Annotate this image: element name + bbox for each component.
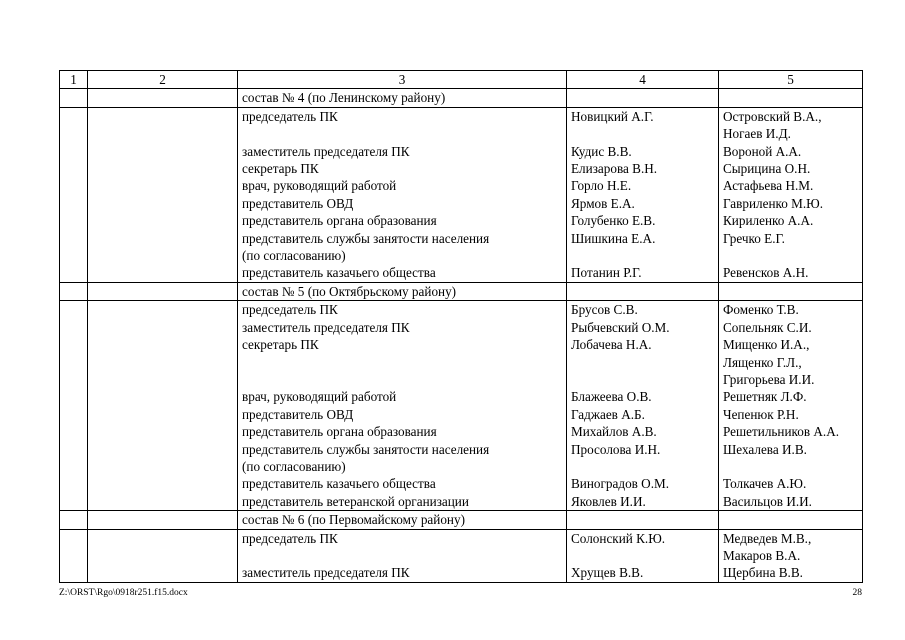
member-role: представитель службы занятости населения [238,441,567,458]
section-title: состав № 4 (по Ленинскому району) [238,89,567,107]
member-row [60,160,863,177]
member-main-name: Рыбчевский О.М. [567,319,719,336]
member-role: представитель казачьего общества [238,475,567,492]
member-row [60,441,863,458]
member-role [238,371,567,388]
member-row [60,354,863,371]
empty-cell [88,406,238,423]
member-main-name: Виноградов О.М. [567,475,719,492]
member-row [60,319,863,336]
member-row [60,336,863,353]
member-reserve-name: Гавриленко М.Ю. [719,195,863,212]
empty-cell [88,247,238,264]
document-file-path: Z:\ORST\Rgo\0918r251.f15.docx [59,588,188,598]
member-role: представитель ОВД [238,195,567,212]
member-row [60,388,863,405]
member-reserve-name: Решетняк Л.Ф. [719,388,863,405]
empty-cell [60,301,88,319]
empty-cell [60,406,88,423]
empty-cell [88,301,238,319]
empty-cell [60,547,88,564]
member-main-name [567,547,719,564]
member-row [60,547,863,564]
empty-cell [88,441,238,458]
empty-cell [60,160,88,177]
member-main-name: Яковлев И.И. [567,493,719,511]
member-reserve-name: Ревенсков А.Н. [719,264,863,282]
member-role [238,354,567,371]
empty-cell [567,282,719,300]
member-role: врач, руководящий работой [238,388,567,405]
empty-cell [88,230,238,247]
member-role: заместитель председателя ПК [238,319,567,336]
empty-cell [88,371,238,388]
member-reserve-name: Астафьева Н.М. [719,177,863,194]
empty-cell [60,177,88,194]
empty-cell [88,458,238,475]
member-role: заместитель председателя ПК [238,143,567,160]
member-role: секретарь ПК [238,336,567,353]
empty-cell [60,264,88,282]
column-header: 1 [60,71,88,89]
empty-cell [88,388,238,405]
column-header: 2 [88,71,238,89]
member-row [60,423,863,440]
section-row [60,282,863,300]
empty-cell [88,177,238,194]
member-row [60,475,863,492]
commission-table [59,70,863,583]
member-reserve-name: Кириленко А.А. [719,212,863,229]
empty-cell [88,493,238,511]
member-main-name: Блажеева О.В. [567,388,719,405]
empty-cell [88,107,238,125]
empty-cell [60,388,88,405]
empty-cell [88,143,238,160]
member-reserve-name: Гречко Е.Г. [719,230,863,247]
empty-cell [60,230,88,247]
member-reserve-name: Чепенюк Р.Н. [719,406,863,423]
member-reserve-name: Григорьева И.И. [719,371,863,388]
member-main-name [567,247,719,264]
member-main-name: Просолова И.Н. [567,441,719,458]
empty-cell [88,125,238,142]
empty-cell [60,441,88,458]
section-row [60,511,863,529]
member-main-name [567,354,719,371]
member-role: представитель органа образования [238,423,567,440]
empty-cell [60,529,88,547]
member-reserve-name: Мищенко И.А., [719,336,863,353]
member-reserve-name: Сопельняк С.И. [719,319,863,336]
member-main-name: Потанин Р.Г. [567,264,719,282]
member-row [60,371,863,388]
member-reserve-name: Ногаев И.Д. [719,125,863,142]
member-main-name: Елизарова В.Н. [567,160,719,177]
member-main-name: Кудис В.В. [567,143,719,160]
empty-cell [88,354,238,371]
member-role: представитель службы занятости населения [238,230,567,247]
member-main-name: Новицкий А.Г. [567,107,719,125]
member-row [60,195,863,212]
member-role: представитель ветеранской организации [238,493,567,511]
member-reserve-name: Вороной А.А. [719,143,863,160]
member-reserve-name: Фоменко Т.В. [719,301,863,319]
member-reserve-name: Сырицина О.Н. [719,160,863,177]
empty-cell [88,511,238,529]
member-reserve-name [719,458,863,475]
empty-cell [60,282,88,300]
member-role: (по согласованию) [238,458,567,475]
empty-cell [88,319,238,336]
page-number: 28 [852,588,862,598]
member-reserve-name: Щербина В.В. [719,564,863,582]
empty-cell [88,423,238,440]
member-role: председатель ПК [238,529,567,547]
member-role [238,547,567,564]
empty-cell [88,529,238,547]
empty-cell [60,493,88,511]
member-reserve-name: Островский В.А., [719,107,863,125]
member-row [60,177,863,194]
member-main-name: Ярмов Е.А. [567,195,719,212]
member-reserve-name: Васильцов И.И. [719,493,863,511]
empty-cell [60,371,88,388]
member-row [60,247,863,264]
empty-cell [88,195,238,212]
member-role: представитель ОВД [238,406,567,423]
empty-cell [88,282,238,300]
member-row [60,406,863,423]
member-row [60,264,863,282]
member-role: (по согласованию) [238,247,567,264]
section-row [60,89,863,107]
empty-cell [567,511,719,529]
member-reserve-name: Шехалева И.В. [719,441,863,458]
member-row [60,143,863,160]
empty-cell [60,475,88,492]
member-main-name: Голубенко Е.В. [567,212,719,229]
member-row [60,107,863,125]
member-main-name: Шишкина Е.А. [567,230,719,247]
section-title: состав № 5 (по Октябрьскому району) [238,282,567,300]
empty-cell [60,247,88,264]
column-header: 3 [238,71,567,89]
member-row [60,212,863,229]
member-role: представитель казачьего общества [238,264,567,282]
empty-cell [60,125,88,142]
member-main-name [567,458,719,475]
member-role [238,125,567,142]
empty-cell [719,89,863,107]
empty-cell [88,336,238,353]
empty-cell [60,195,88,212]
empty-cell [88,564,238,582]
column-header: 4 [567,71,719,89]
section-title: состав № 6 (по Первомайскому району) [238,511,567,529]
member-row [60,493,863,511]
member-reserve-name: Решетильников А.А. [719,423,863,440]
empty-cell [88,264,238,282]
empty-cell [60,423,88,440]
column-header: 5 [719,71,863,89]
member-main-name: Горло Н.Е. [567,177,719,194]
empty-cell [60,107,88,125]
member-row [60,529,863,547]
empty-cell [88,547,238,564]
member-role: заместитель председателя ПК [238,564,567,582]
empty-cell [60,354,88,371]
member-role: секретарь ПК [238,160,567,177]
empty-cell [60,336,88,353]
empty-cell [60,564,88,582]
member-row [60,125,863,142]
member-role: председатель ПК [238,107,567,125]
empty-cell [60,212,88,229]
member-reserve-name [719,247,863,264]
member-reserve-name: Лященко Г.Л., [719,354,863,371]
member-main-name: Солонский К.Ю. [567,529,719,547]
member-row [60,230,863,247]
empty-cell [719,282,863,300]
empty-cell [60,89,88,107]
empty-cell [719,511,863,529]
member-row [60,301,863,319]
member-role: представитель органа образования [238,212,567,229]
member-reserve-name: Макаров В.А. [719,547,863,564]
member-main-name [567,125,719,142]
empty-cell [567,89,719,107]
empty-cell [88,89,238,107]
empty-cell [88,160,238,177]
empty-cell [60,511,88,529]
member-reserve-name: Медведев М.В., [719,529,863,547]
member-main-name: Лобачева Н.А. [567,336,719,353]
empty-cell [88,212,238,229]
empty-cell [88,475,238,492]
member-row [60,458,863,475]
member-main-name: Михайлов А.В. [567,423,719,440]
member-role: врач, руководящий работой [238,177,567,194]
empty-cell [60,458,88,475]
member-reserve-name: Толкачев А.Ю. [719,475,863,492]
member-main-name: Хрущев В.В. [567,564,719,582]
member-row [60,564,863,582]
member-main-name: Гаджаев А.Б. [567,406,719,423]
member-role: председатель ПК [238,301,567,319]
table-header-row [60,71,863,89]
empty-cell [60,319,88,336]
member-main-name [567,371,719,388]
empty-cell [60,143,88,160]
member-main-name: Брусов С.В. [567,301,719,319]
